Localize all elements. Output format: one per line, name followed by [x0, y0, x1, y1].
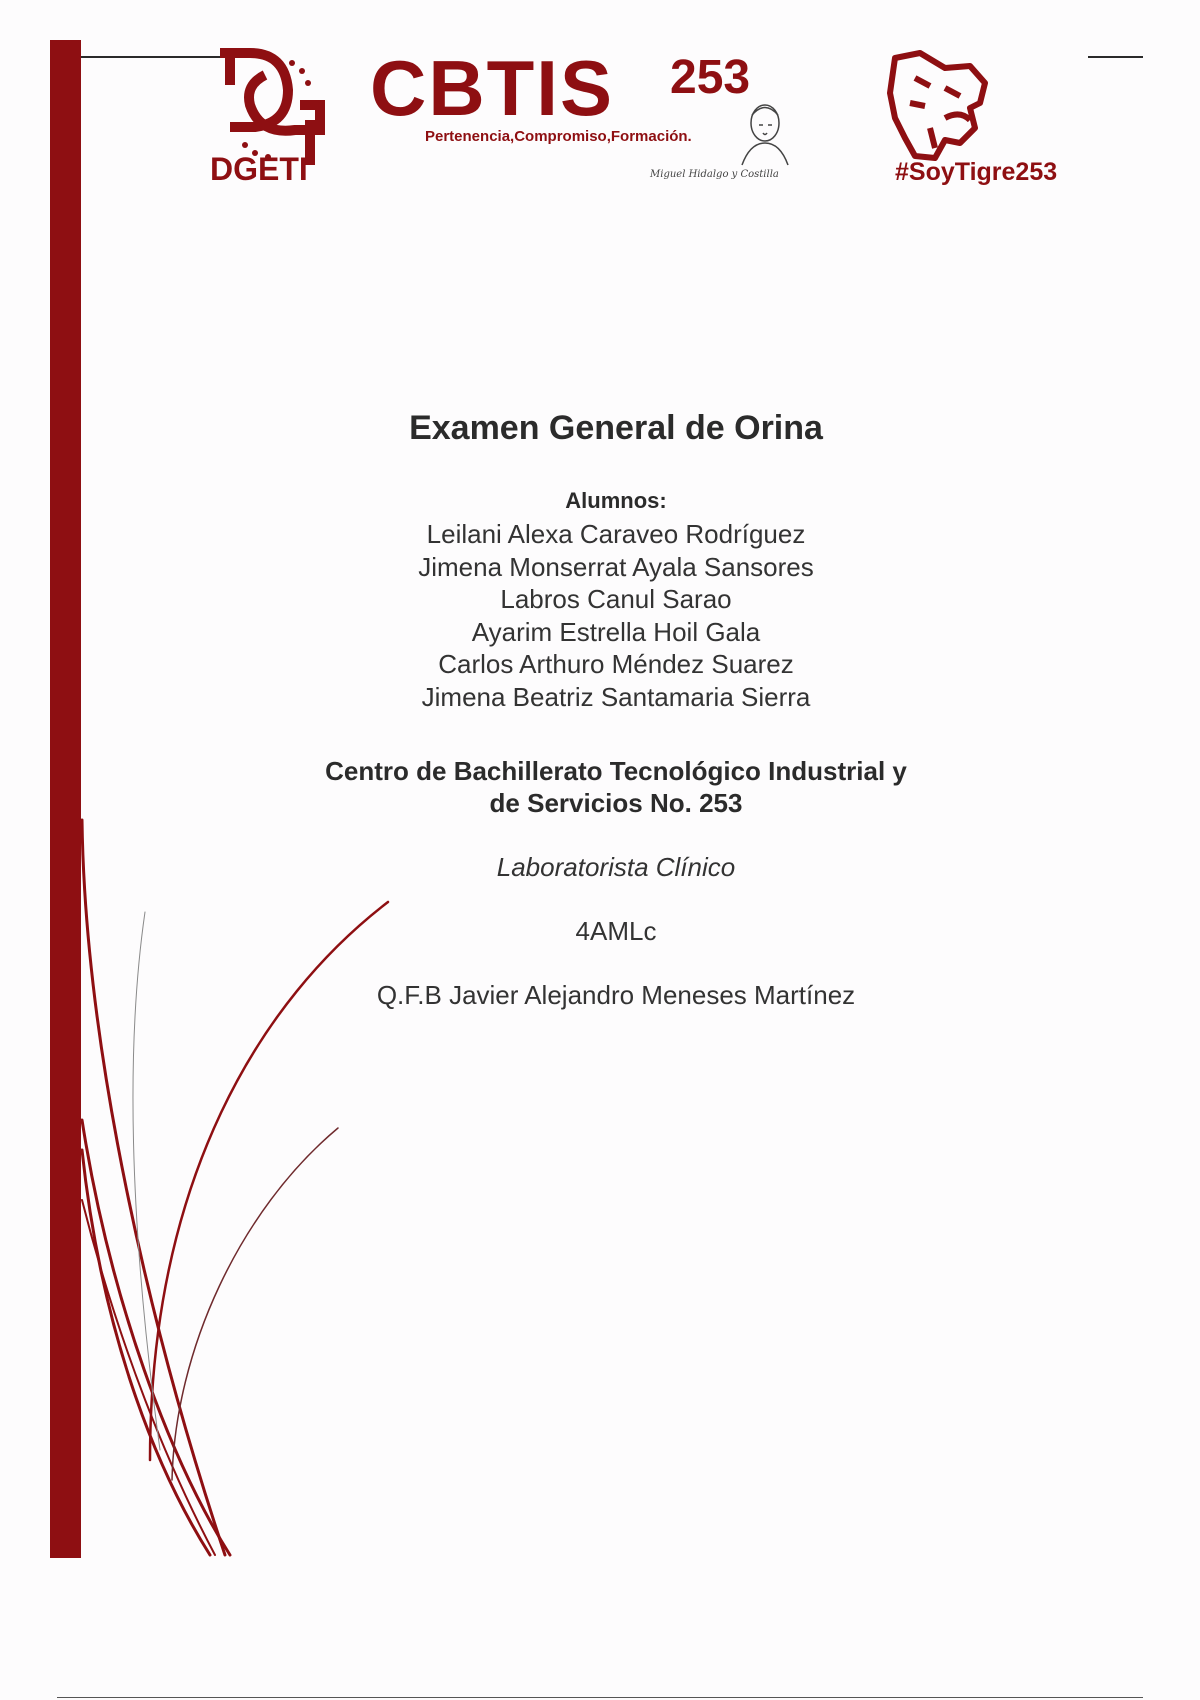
- cbtis-name: CBTIS: [370, 45, 614, 132]
- hidalgo-portrait-icon: [742, 105, 788, 165]
- student-name: Labros Canul Sarao: [500, 584, 732, 614]
- cbtis-signature: Miguel Hidalgo y Costilla: [650, 169, 779, 180]
- cbtis-motto: Pertenencia,Compromiso,Formación.: [425, 128, 692, 145]
- tiger-logo: [875, 48, 1100, 193]
- footer-rule: [57, 1697, 1143, 1698]
- school-name-line-2: de Servicios No. 253: [489, 788, 743, 818]
- student-name: Jimena Beatriz Santamaria Sierra: [421, 681, 811, 712]
- student-name: Ayarim Estrella Hoil Gala: [471, 616, 761, 647]
- school-name: [250, 755, 982, 819]
- cbtis-logo: [370, 45, 830, 190]
- group-code: 4AMLc: [575, 916, 657, 946]
- cover-block: [250, 400, 982, 1011]
- dgeti-label: DGETI: [210, 151, 308, 185]
- student-name: Jimena Monserrat Ayala Sansores: [418, 551, 814, 582]
- page-title: Examen General de Orina: [409, 409, 823, 447]
- tiger-head-icon: [890, 53, 985, 158]
- school-name-line-1: Centro de Bachillerato Tecnológico Industrial y: [325, 756, 907, 786]
- tiger-hashtag: #SoyTigre253: [895, 158, 1058, 186]
- students-label: Alumnos:: [565, 488, 667, 513]
- cbtis-number: 253: [670, 51, 751, 104]
- students-list: [250, 518, 982, 713]
- teacher-name: Q.F.B Javier Alejandro Meneses Martínez: [376, 980, 856, 1010]
- student-name: Carlos Arthuro Méndez Suarez: [438, 649, 794, 679]
- career-name: Laboratorista Clínico: [496, 852, 736, 882]
- student-name: Leilani Alexa Caraveo Rodríguez: [426, 519, 806, 549]
